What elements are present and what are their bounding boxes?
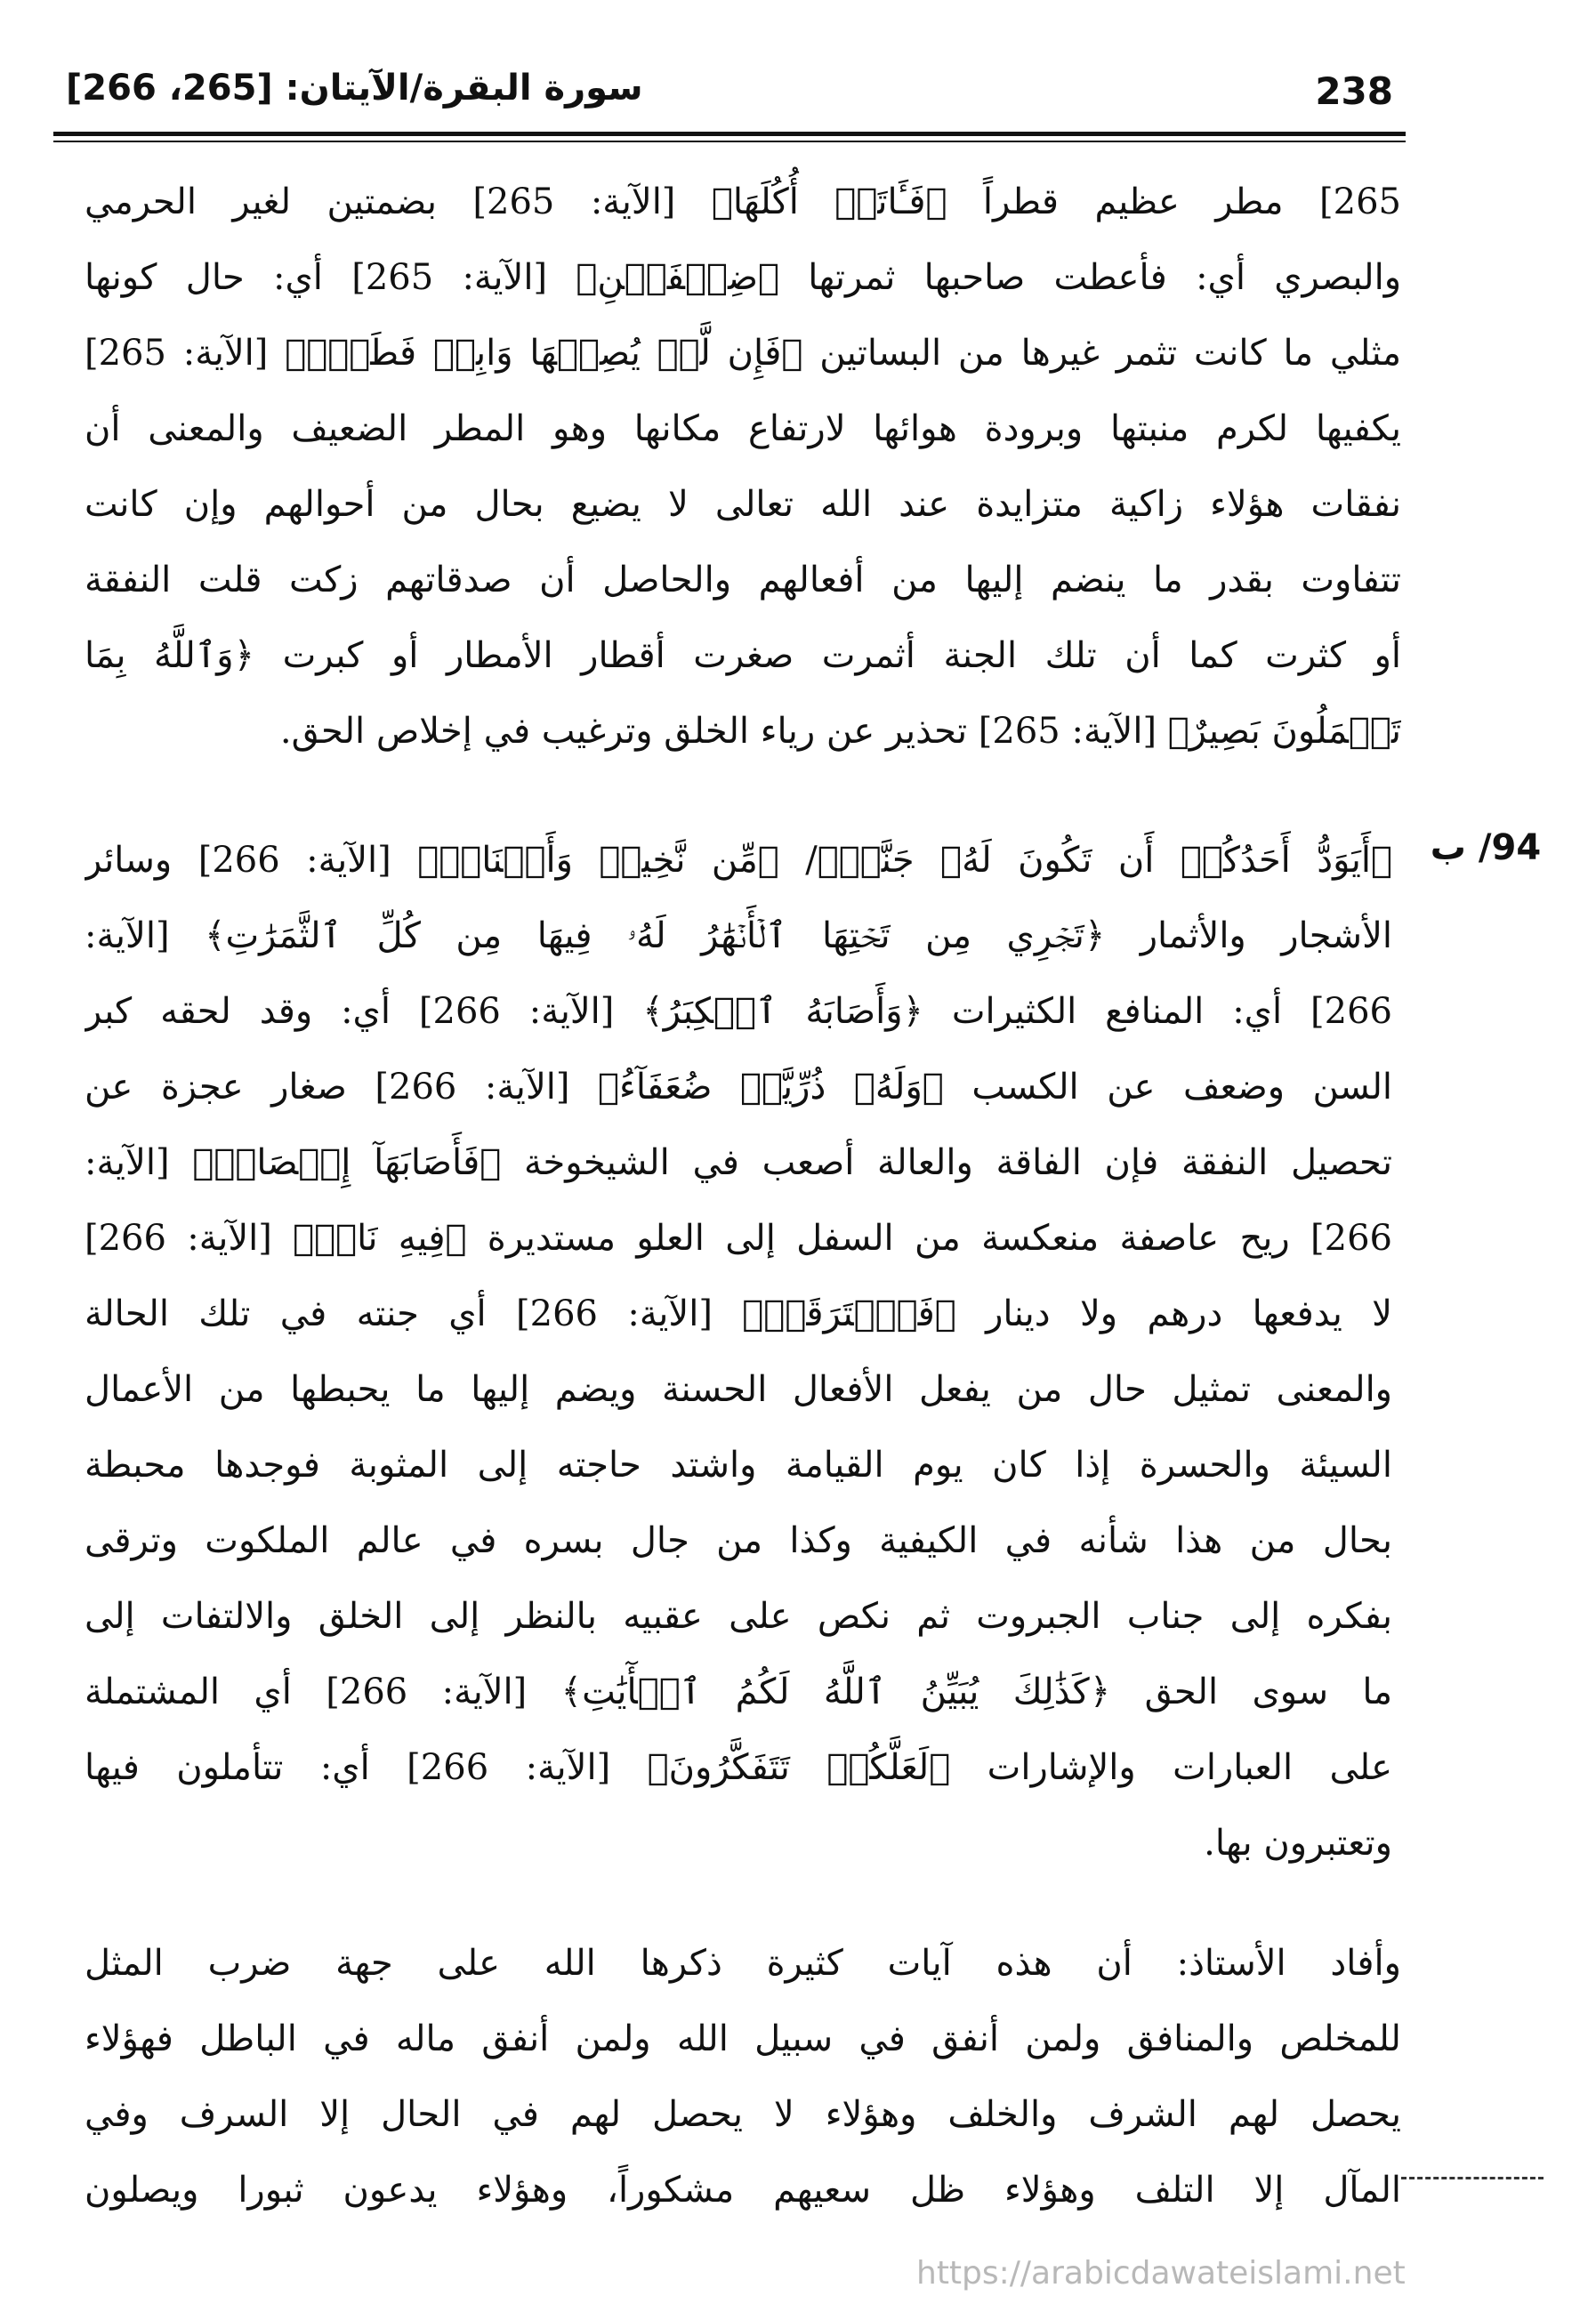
text-line: نفقات هؤلاء زاكية متزايدة عند الله تعالى لا يضيع بحال من أحوالهم وإن كانت (85, 484, 1401, 525)
text-line: السيئة والحسرة إذا كان يوم القيامة واشتد حاجته إلى المثوبة فوجدها محبطة (85, 1445, 1392, 1486)
text-line: تَعۡمَلُونَ بَصِيرٌ﴾ [الآية: 265] تحذير عن رياء الخلق وترغيب في إخلاص الحق. (279, 711, 1401, 752)
text-line: ﴿أَيَوَدُّ أَحَدُكُمۡ أَن تَكُونَ لَهُۥ جَنَّةٞ﴾/ ﴿مِّن نَّخِيلٖ وَأَعۡنَابٖ﴾ [الآية: 266] وسائر (85, 840, 1392, 881)
text-line: 266] أي: المنافع الكثيرات ﴿وَأَصَابَهُ ٱلۡكِبَرُ﴾ [الآية: 266] أي: وقد لحقه كبر (85, 991, 1392, 1032)
text-line: مثلي ما كانت تثمر غيرها من البساتين ﴿فَإِن لَّمۡ يُصِبۡهَا وَابِلٞ فَطَلّٞ﴾ [الآية: 265] (85, 333, 1401, 374)
text-line: تتفاوت بقدر ما ينضم إليها من أفعالهم والحاصل أن صدقاتهم زكت قلت النفقة (85, 560, 1401, 600)
text-line: الأشجار والأثمار ﴿تَجۡرِي مِن تَحۡتِهَا ٱلۡأَنۡهَٰرُ لَهُۥ فِيهَا مِن كُلِّ ٱلثَّمَرَٰتِ﴾ [الآية: (85, 915, 1392, 956)
paragraph-3 (85, 1926, 1401, 2228)
footnote-separator (1401, 2177, 1544, 2179)
margin-folio-note: 94/ ب (1430, 827, 1542, 868)
text-line: ما سوى الحق ﴿كَذَٰلِكَ يُبَيِّنُ ٱللَّهُ لَكُمُ ٱلۡأٓيَٰتِ﴾ [الآية: 266] أي المشتملة (85, 1672, 1392, 1712)
text-line: يحصل لهم الشرف والخلف وهؤلاء لا يحصل لهم في الحال إلا السرف وفي (85, 2094, 1401, 2135)
text-line: والبصري أي: فأعطت صاحبها ثمرتها ﴿ضِعۡفَيۡنِ﴾ [الآية: 265] أي: حال كونها (85, 257, 1401, 298)
text-line: بحال من هذا شأنه في الكيفية وكذا من جال بسره في عالم الملكوت وترقى (85, 1520, 1392, 1561)
header-rule-thin (53, 141, 1406, 142)
text-line: وتعتبرون بها. (1204, 1823, 1392, 1864)
text-line: يكفيها لكرم منبتها وبرودة هوائها لارتفاع مكانها وهو المطر الضعيف والمعنى أن (85, 408, 1401, 449)
page-number: 238 (1315, 69, 1393, 113)
text-line: وأفاد الأستاذ: أن هذه آيات كثيرة ذكرها الله على جهة ضرب المثل (85, 1943, 1401, 1984)
text-line: أو كثرت كما أن تلك الجنة أثمرت صغرت أقطار الأمطار أو كبرت ﴿وَٱللَّهُ بِمَا (85, 635, 1401, 676)
text-line: تحصيل النفقة فإن الفاقة والعالة أصعب في الشيخوخة ﴿فَأَصَابَهَآ إِعۡصَارٞ﴾ [الآية: (85, 1142, 1392, 1183)
paragraph-2 (85, 823, 1392, 1881)
page-header (53, 64, 1406, 126)
text-line: 265] مطر عظيم قطراً ﴿فَـَٔاتَتۡ أُكُلَهَا﴾ [الآية: 265] بضمتين لغير الحرمي (85, 181, 1401, 222)
text-line: والمعنى تمثيل حال من يفعل الأفعال الحسنة ويضم إليها ما يحبطها من الأعمال (85, 1369, 1392, 1410)
text-line: السن وضعف عن الكسب ﴿وَلَهُۥ ذُرِّيَّةٞ ضُعَفَآءُ﴾ [الآية: 266] صغار عجزة عن (85, 1067, 1392, 1108)
text-line: المآل إلا التلف وهؤلاء ظل سعيهم مشكوراً، وهؤلاء يدعون ثبورا ويصلون (85, 2170, 1401, 2211)
text-line: 266] ريح عاصفة منعكسة من السفل إلى العلو مستديرة ﴿فِيهِ نَارٞ﴾ [الآية: 266] (85, 1218, 1392, 1259)
text-line: على العبارات والإشارات ﴿لَعَلَّكُمۡ تَتَفَكَّرُونَ﴾ [الآية: 266] أي: تتأملون فيها (85, 1747, 1392, 1788)
running-title: سورة البقرة/الآيتان: [265، 266] (66, 68, 643, 109)
watermark: https://arabicdawateislami.net (916, 2255, 1406, 2292)
text-line: لا يدفعها درهم ولا دينار ﴿فَٱحۡتَرَقَتۡ﴾ [الآية: 266] أي جنته في تلك الحالة (85, 1293, 1392, 1334)
text-line: للمخلص والمنافق ولمن أنفق في سبيل الله ولمن أنفق ماله في الباطل فهؤلاء (85, 2018, 1401, 2059)
paragraph-1 (85, 165, 1401, 769)
text-line: بفكره إلى جناب الجبروت ثم نكص على عقبيه بالنظر إلى الخلق والالتفات إلى (85, 1596, 1392, 1637)
header-rule-thick (53, 132, 1406, 136)
